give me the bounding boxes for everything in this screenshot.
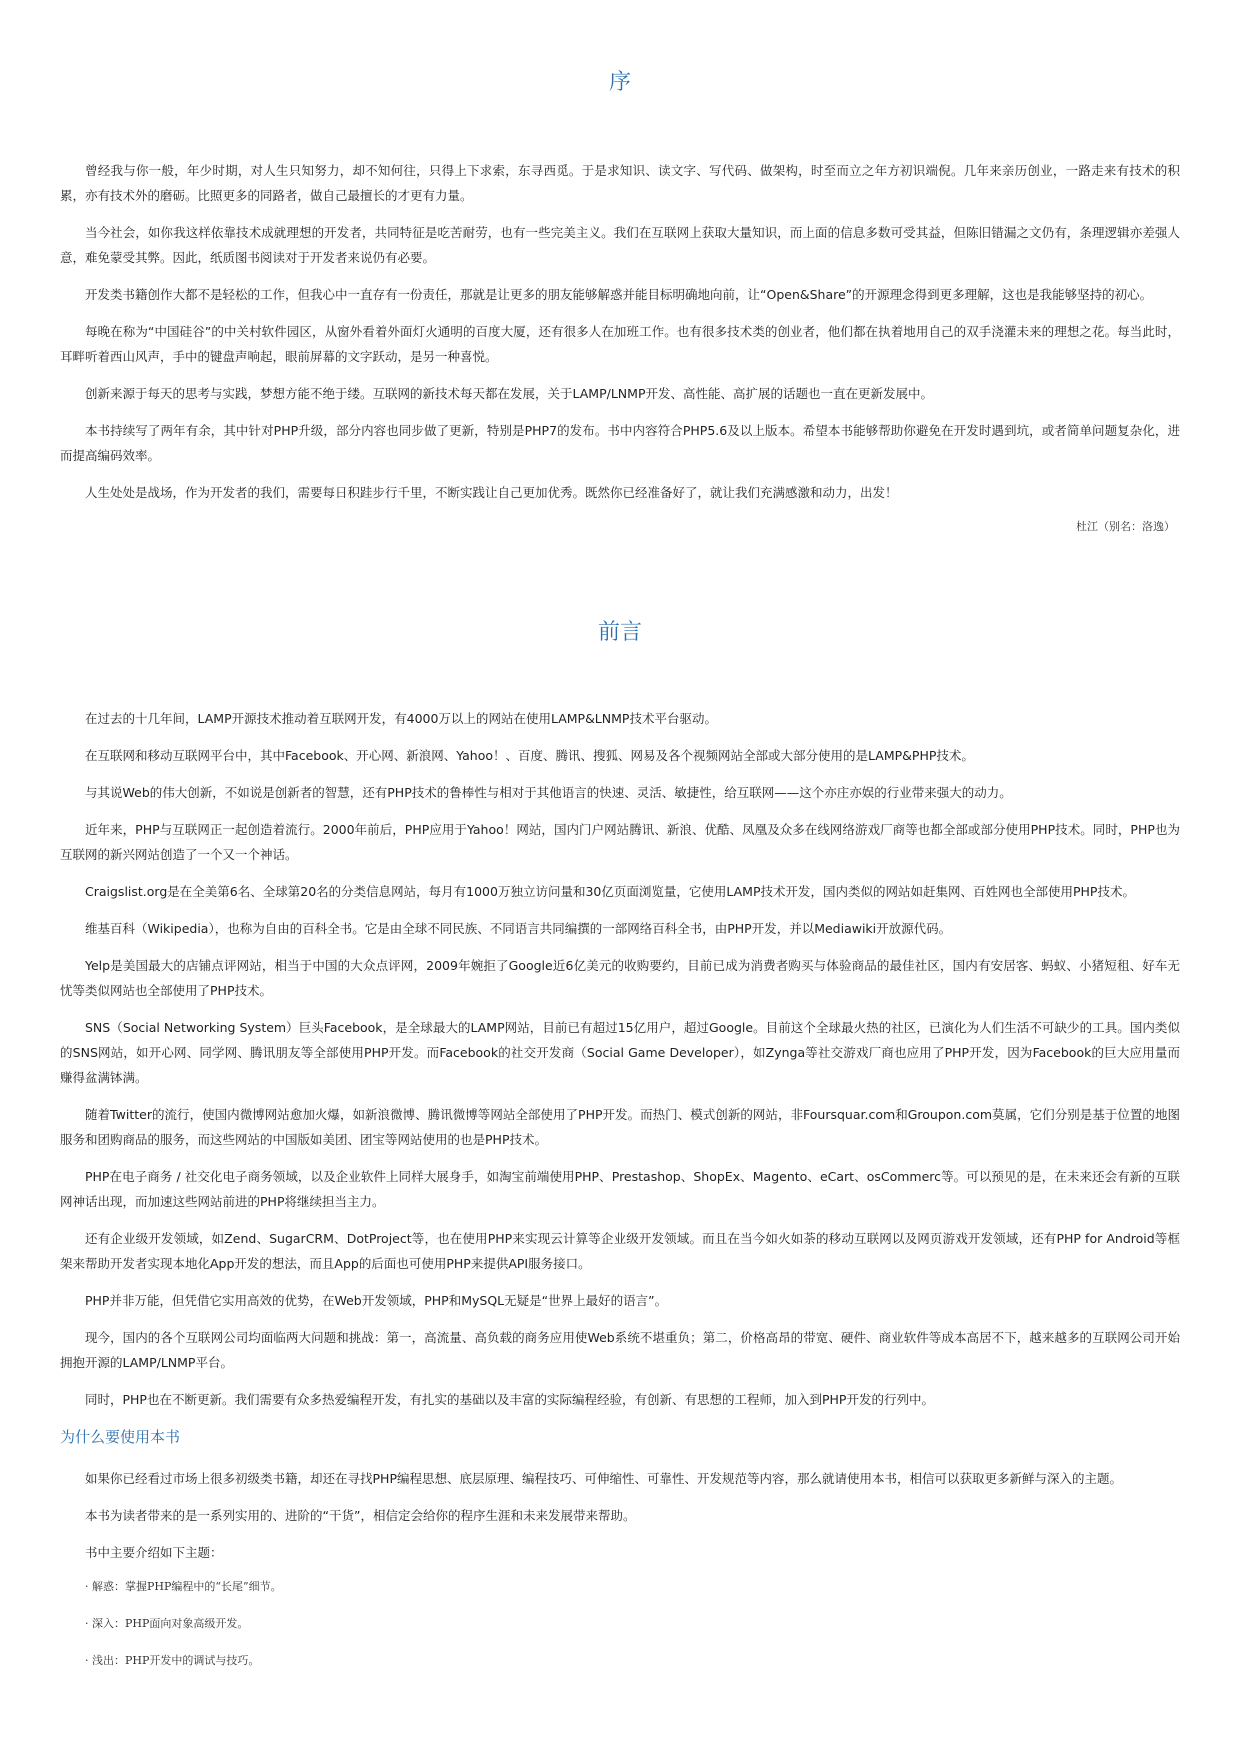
preface-signature: 杜江（别名：洛逸） [1076,520,1175,533]
preface-paragraph: 本书持续写了两年有余，其中针对PHP升级，部分内容也同步做了更新，特别是PHP7的发布。书中内容符合PHP5.6及以上版本。希望本书能够帮助你避免在开发时遇到坑，或者简单问题复杂化，进而提高编码效率。 [60,423,1180,463]
why-paragraph: 如果你已经看过市场上很多初级类书籍，却还在寻找PHP编程思想、底层原理、编程技巧、可伸缩性、可靠性、开发规范等内容，那么就请使用本书，相信可以获取更多新鲜与深入的主题。 [85,1471,1122,1486]
preface-paragraph: 创新来源于每天的思考与实践，梦想方能不绝于缕。互联网的新技术每天都在发展，关于LAMP/LNMP开发、高性能、高扩展的话题也一直在更新发展中。 [85,386,933,401]
preface-paragraph: 人生处处是战场，作为开发者的我们，需要每日积跬步行千里，不断实践让自己更加优秀。既然你已经准备好了，就让我们充满感激和动力，出发！ [85,485,898,500]
topic-bullet: · 浅出：PHP开发中的调试与技巧。 [85,1654,260,1667]
foreword-paragraph: 还有企业级开发领域，如Zend、SugarCRM、DotProject等，也在使用PHP来实现云计算等企业级开发领域。而且在当今如火如荼的移动互联网以及网页游戏开发领域，还有PHP for Android等框架来帮助开发者实现本地化App开发的想法，而且App的后面也可使用PHP来提供API服务接口。 [60,1231,1180,1271]
topic-bullet: · 深入：PHP面向对象高级开发。 [85,1617,249,1630]
foreword-title: 前言 [597,620,642,645]
foreword-paragraph: 近年来，PHP与互联网正一起创造着流行。2000年前后，PHP应用于Yahoo！网站，国内门户网站腾讯、新浪、优酷、凤凰及众多在线网络游戏厂商等也都全部或部分使用PHP技术。同时，PHP也为互联网的新兴网站创造了一个又一个神话。 [60,822,1180,862]
why-paragraph: 书中主要介绍如下主题： [85,1545,223,1560]
preface-paragraph: 开发类书籍创作大都不是轻松的工作，但我心中一直存有一份责任，那就是让更多的朋友能够解惑并能目标明确地向前，让“Open&Share”的开源理念得到更多理解，这也是我能够坚持的初心。 [85,287,1153,302]
foreword-section [60,618,1180,1688]
foreword-paragraph: 随着Twitter的流行，使国内微博网站愈加火爆，如新浪微博、腾讯微博等网站全部使用了PHP开发。而热门、模式创新的网站，非Foursquar.com和Groupon.com莫属，它们分别是基于位置的地图服务和团购商品的服务，而这些网站的中国版如美团、团宝等网站使用的也是PHP技术。 [60,1107,1180,1147]
foreword-paragraph: Yelp是美国最大的店铺点评网站，相当于中国的大众点评网，2009年婉拒了Google近6亿美元的收购要约，目前已成为消费者购买与体验商品的最佳社区，国内有安居客、蚂蚁、小猪短租、好车无忧等类似网站也全部使用了PHP技术。 [60,958,1180,998]
foreword-paragraph: 现今，国内的各个互联网公司均面临两大问题和挑战：第一，高流量、高负载的商务应用使Web系统不堪重负；第二，价格高昂的带宽、硬件、商业软件等成本高居不下，越来越多的互联网公司开始拥抱开源的LAMP/LNMP平台。 [60,1330,1180,1370]
why-section-heading: 为什么要使用本书 [60,1428,181,1446]
preface-paragraph: 每晚在称为“中国硅谷”的中关村软件园区，从窗外看着外面灯火通明的百度大厦，还有很多人在加班工作。也有很多技术类的创业者，他们都在执着地用自己的双手浇灌未来的理想之花。每当此时，耳畔听着西山风声，手中的键盘声响起，眼前屏幕的文字跃动，是另一种喜悦。 [60,324,1180,364]
foreword-paragraph: 在互联网和移动互联网平台中，其中Facebook、开心网、新浪网、Yahoo！、百度、腾讯、搜狐、网易及各个视频网站全部或大部分使用的是LAMP&PHP技术。 [85,748,974,763]
foreword-paragraph: Craigslist.org是在全美第6名、全球第20名的分类信息网站，每月有1000万独立访问量和30亿页面浏览量，它使用LAMP技术开发，国内类似的网站如赶集网、百姓网也全部使用PHP技术。 [85,884,1135,899]
foreword-paragraph: SNS（Social Networking System）巨头Facebook，是全球最大的LAMP网站，目前已有超过15亿用户，超过Google。目前这个全球最火热的社区，已演化为人们生活不可缺少的工具。国内类似的SNS网站，如开心网、同学网、腾讯朋友等全部使用PHP开发。而Facebook的社交开发商（Social Game Developer），如Zynga等社交游戏厂商也应用了PHP开发，因为Facebook的巨大应用量而赚得盆满钵满。 [60,1020,1180,1085]
foreword-paragraph: 在过去的十几年间，LAMP开源技术推动着互联网开发，有4000万以上的网站在使用LAMP&LNMP技术平台驱动。 [85,711,717,726]
foreword-paragraph: 与其说Web的伟大创新，不如说是创新者的智慧，还有PHP技术的鲁棒性与相对于其他语言的快速、灵活、敏捷性，给互联网——这个亦庄亦娱的行业带来强大的动力。 [85,785,1012,800]
foreword-paragraph: 维基百科（Wikipedia），也称为自由的百科全书。它是由全球不同民族、不同语言共同编撰的一部网络百科全书，由PHP开发，并以Mediawiki开放源代码。 [85,921,952,936]
foreword-paragraph: PHP在电子商务 / 社交化电子商务领域，以及企业软件上同样大展身手，如淘宝前端使用PHP、Prestashop、ShopEx、Magento、eCart、osCommerc等。可以预见的是，在未来还会有新的互联网神话出现，而加速这些网站前进的PHP将继续担当主力。 [60,1169,1180,1209]
foreword-paragraph: PHP并非万能，但凭借它实用高效的优势，在Web开发领域，PHP和MySQL无疑是“世界上最好的语言”。 [85,1293,668,1308]
preface-section [60,68,1180,537]
foreword-paragraph: 同时，PHP也在不断更新。我们需要有众多热爱编程开发，有扎实的基础以及丰富的实际编程经验，有创新、有思想的工程师，加入到PHP开发的行列中。 [85,1392,934,1407]
preface-paragraph: 曾经我与你一般，年少时期，对人生只知努力，却不知何往，只得上下求索，东寻西觅。于是求知识、读文字、写代码、做架构，时至而立之年方初识端倪。几年来亲历创业，一路走来有技术的积累，亦有技术外的磨砺。比照更多的同路者，做自己最擅长的才更有力量。 [60,163,1180,203]
topic-bullet: · 解惑：掌握PHP编程中的“长尾”细节。 [85,1580,282,1593]
preface-paragraph: 当今社会，如你我这样依靠技术成就理想的开发者，共同特征是吃苦耐劳，也有一些完美主义。我们在互联网上获取大量知识，而上面的信息多数可受其益，但陈旧错漏之文仍有，条理逻辑亦差强人意，难免蒙受其弊。因此，纸质图书阅读对于开发者来说仍有必要。 [60,225,1180,265]
why-paragraph: 本书为读者带来的是一系列实用的、进阶的“干货”，相信定会给你的程序生涯和未来发展带来帮助。 [85,1508,636,1523]
preface-title: 序 [608,70,631,95]
